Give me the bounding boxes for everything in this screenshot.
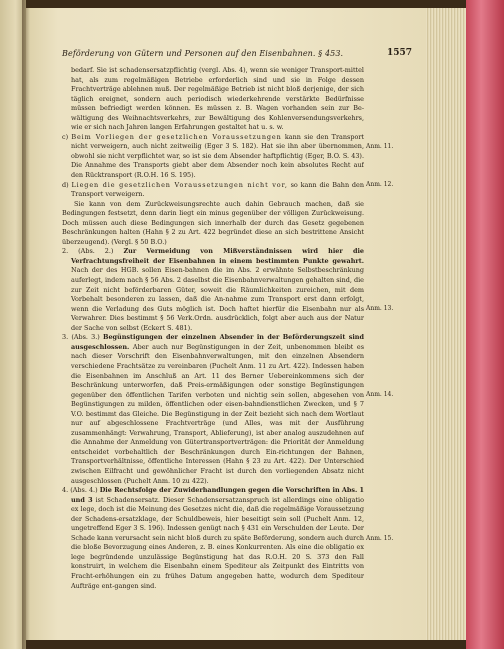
bold-lead: Die Rechtsfolge der Zuwiderhandlungen gegen die Vorschriften in Abs. 1 und 3 <box>71 486 364 504</box>
paragraph-d <box>62 181 364 200</box>
item-marker: 3. <box>62 333 69 342</box>
paragraph-2 <box>62 247 364 333</box>
running-title: Beförderung von Gütern und Personen auf den Eisenbahnen. § 453. <box>62 49 344 58</box>
item-marker: d) <box>62 180 69 189</box>
book-gutter-shadow <box>22 0 30 649</box>
paragraph-text: kann sie den Transport nicht verweigern, auch nicht zeitweilig (Eger 3 S. 182). Hat sie ihn aber übernommen, obwohl sie nicht verpflichtet war, so ist sie dem Absender haftpflichtig (Eger, B.O. S. 43). Die Annahme des Transports giebt aber dem Absender noch kein absolutes Recht auf den Rücktransport (R.O.H. 16 S. 195). <box>71 132 364 180</box>
page-edges <box>426 8 466 640</box>
section-reference: (Abs. 2.) <box>78 247 114 256</box>
page-number: 1557 <box>386 48 412 58</box>
spaced-lead: Beim Vorliegen der gesetzlichen Voraussetzungen <box>71 132 282 141</box>
spaced-lead: Liegen die gesetzlichen Voraussetzungen nicht vor, <box>71 180 288 189</box>
paragraph-text: so kann die Bahn den Transport verweigern. <box>71 180 364 199</box>
section-reference: (Abs. 4.) <box>70 486 98 495</box>
paragraph-text: ist Schadensersatz. Dieser Schadensersatzanspruch ist allerdings eine obligatio ex lege, doch ist die Meinung des Gesetzes nicht die, daß die regelmäßige Voraussetzung der Schadens-ersatzklage, der Schuldbeweis, hier beseitigt sein soll (Puchelt Anm. 12, ungetreffend Eger 3 S. 196). Indessen genügt nach § 431 ein Verschulden der Leute. Der Schade kann verursacht sein nicht bloß durch zu späte Beförderung, sondern auch durch die bloße Bevorzugung eines Anderen, z. B. eines Konkurrenten. Als eine die obligatio ex lege begründende unzulässige Begünstigung hat das R.O.H. 20 S. 373 den Fall konstruirt, in welchem die Eisenbahn einem Spediteur als Zeitpunkt des Eintritts von Fracht-erhöhungen ein zu frühes Datum angegeben hatte, wodurch dem Spediteur Aufträge ent-gangen sind. <box>71 495 364 590</box>
item-marker: c) <box>62 132 69 141</box>
margin-note: Anm. 14. <box>366 391 394 398</box>
margin-note: Anm. 13. <box>366 305 394 312</box>
paragraph-4 <box>62 486 364 591</box>
paragraph-refusal: Sie kann von dem Zurückweisungsrechte auch dahin Gebrauch machen, daß sie Bedingungen festsetzt, denn darin liegt ein minus gegenüber der völligen Zurückweisung. Doch müssen auch diese Bedingungen sich innerhalb der durch das Gesetz gegebenen Beschränkungen halten (Hahn § 2 zu Art. 422 begründet diese an sich bestrittene Ansicht überzeugend). (Vergl. § 50 B.O.) <box>62 199 364 246</box>
paragraph-c <box>62 133 364 181</box>
page-body <box>62 66 364 618</box>
paragraph-text: Nach der des HGB. sollen Eisen-bahnen die im Abs. 2 erwähnte Selbstbeschränkung auferlegt, indem nach § 56 Abs. 2 daselbst die Eisenbahnverwaltungen gehalten sind, die zur Zeit nicht beförderbaren Güter, soweit die Räumlichkeiten zureichen, mit dem Vorbehalt besonderen zu lassen, daß die An-nahme zum Transport erst dann erfolgt, wenn die Verladung des Guts möglich ist. Doch haftet hierfür die Eisenbahn nur als Verwahrer. Dies bestimmt § 56 Verk.Ordn. ausdrücklich, folgt aber auch aus der Natur der Sache von selbst (Eckert S. 481). <box>71 266 364 332</box>
paragraph-text: Aber auch nur Begünstigungen in der Zeit, unbenommen bleibt es nach dieser Vorschrift den Eisenbahnverwaltungen, mit den einzelnen Absendern verschiedene Frachtsätze zu vereinbaren (Puchelt Anm. 11 zu Art. 422). Indessen haben die Eisenbahnen im Anschluß an Art. 11 des Berner Uebereinkommens sich der Beschränkung unterworfen, daß Preis-ermäßigungen oder sonstige Begünstigungen gegenüber den öffentlichen Tarifen verboten und nichtig sein sollen, abgesehen von Begünstigungen zu milden, öffentlichen oder eisen-bahndienstlichen Zwecken, und § 7 V.O. bestimmt das Gleiche. Die Begünstigung in der Zeit bezieht sich nach dem Wortlaut nur auf abgeschlossene Frachtverträge (und Alles, was mit der Ausführung zusammenhängt: Verwahrung, Transport, Ablieferung), ist aber analog auszudehnen auf die Annahme der Anmeldung von Gütertransportverträgen: die Priorität der Anmeldung entscheidet vorbehaltlich der Beschränkungen durch Ein-richtungen der Bahnen, Transportverhältnisse, öffentliche Interessen (Hahn § 23 zu Art. 422). Der Unterschied zwischen Eilfracht und gewöhnlicher Fracht ist durch den vorliegenden Absatz nicht ausgeschlossen (Puchelt Anm. 10 zu 422). <box>71 342 364 485</box>
paragraph-3 <box>62 333 364 486</box>
paragraph-continuation: bedarf. Sie ist schadensersatzpflichtig (vergl. Abs. 4), wenn sie weniger Transport-mittel hat, als zum regelmäßigen Betriebe erforderlich sind und sie in Folge dessen Frachtverträge ablehnen muß. Der regelmäßige Betrieb ist nicht bloß derjenige, der sich täglich ereignet, sondern auch periodisch wiederkehrende verstärkte Bedürfnisse müssen befriedigt werden können. Es müssen z. B. Wagen vorhanden sein zur Be-wältigung des Weihnachtsverkehrs, zur Bewältigung des Kohlenversendungsverkehrs, wie er sich nach Jahren langen Erfahrungen gestaltet hat u. s. w. <box>71 66 364 132</box>
margin-note: Anm. 15. <box>366 535 394 542</box>
margin-notes <box>366 66 412 626</box>
margin-note: Anm. 11. <box>366 143 394 150</box>
running-header <box>62 48 412 62</box>
item-marker: 2. <box>62 247 69 256</box>
margin-note: Anm. 12. <box>366 181 394 188</box>
item-marker: 4. <box>62 486 69 495</box>
section-reference: (Abs. 3.) <box>71 333 100 342</box>
book-cover-edge <box>466 0 504 649</box>
bold-lead: Begünstigungen der einzelnen Absender in der Beförderungszeit sind ausgeschlossen. <box>71 333 364 351</box>
bold-lead: Zur Vermeidung von Mißverständnissen wird hier die Verfrachtungsfreiheit der Eisenbahnen in einem bestimmten Punkte gewahrt. <box>71 247 364 265</box>
